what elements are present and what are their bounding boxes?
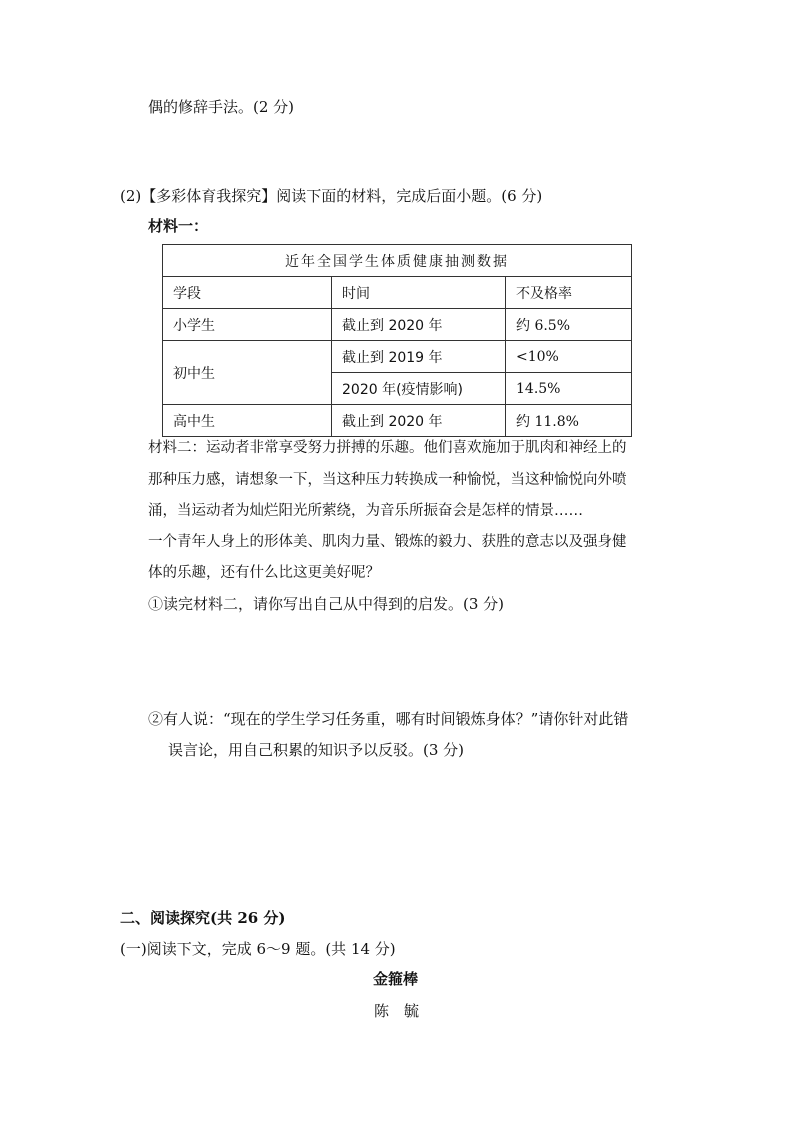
table-title: 近年全国学生体质健康抽测数据 (163, 245, 632, 277)
question-2-heading: (2)【多彩体育我探究】阅读下面的材料，完成后面小题。(6 分) (120, 187, 543, 205)
material-2-line-2: 那种压力感，请想象一下，当这种压力转换成一种愉悦，当这种愉悦向外喷 (148, 472, 627, 488)
material-2-line-4: 一个青年人身上的形体美、肌肉力量、锻炼的毅力、获胜的意志以及强身健 (148, 534, 627, 550)
section-2-heading: 二、阅读探究(共 26 分) (120, 909, 286, 927)
header-fail-rate: 不及格率 (506, 277, 632, 309)
material-2-line-3: 涌，当运动者为灿烂阳光所萦绕，为音乐所振奋会是怎样的情景…… (148, 503, 583, 519)
cell-stage-senior: 高中生 (163, 405, 332, 437)
cell-stage-junior: 初中生 (163, 341, 332, 405)
material-1-label: 材料一： (148, 217, 209, 235)
sub-question-1: ①读完材料二，请你写出自己从中得到的启发。(3 分) (148, 595, 505, 613)
cell-rate-junior-1: <10% (506, 341, 632, 373)
cell-rate-senior: 约 11.8% (506, 405, 632, 437)
reading-part-1-instruction: (一)阅读下文，完成 6～9 题。(共 14 分) (120, 940, 396, 958)
cell-rate-primary: 约 6.5% (506, 309, 632, 341)
cell-rate-junior-2: 14.5% (506, 373, 632, 405)
material-2-line-1: 材料二：运动者非常享受努力拼搏的乐趣。他们喜欢施加于肌肉和神经上的 (148, 440, 627, 456)
material-2-line-5: 体的乐趣，还有什么比这更美好呢？ (148, 565, 380, 581)
previous-question-tail: 偶的修辞手法。(2 分) (148, 98, 295, 116)
cell-time-primary: 截止到 2020 年 (332, 309, 506, 341)
cell-time-senior: 截止到 2020 年 (332, 405, 506, 437)
cell-stage-primary: 小学生 (163, 309, 332, 341)
cell-time-junior-2: 2020 年(疫情影响) (332, 373, 506, 405)
sub-question-2-line-1: ②有人说：“现在的学生学习任务重，哪有时间锻炼身体？”请你针对此错 (148, 710, 629, 728)
header-stage: 学段 (163, 277, 332, 309)
article-author: 陈 毓 (374, 1002, 420, 1020)
cell-time-junior-1: 截止到 2019 年 (332, 341, 506, 373)
article-title: 金箍棒 (373, 970, 419, 988)
sub-question-2-line-2: 误言论，用自己积累的知识予以反驳。(3 分) (168, 741, 465, 759)
fitness-data-table (162, 244, 632, 437)
header-time: 时间 (332, 277, 506, 309)
